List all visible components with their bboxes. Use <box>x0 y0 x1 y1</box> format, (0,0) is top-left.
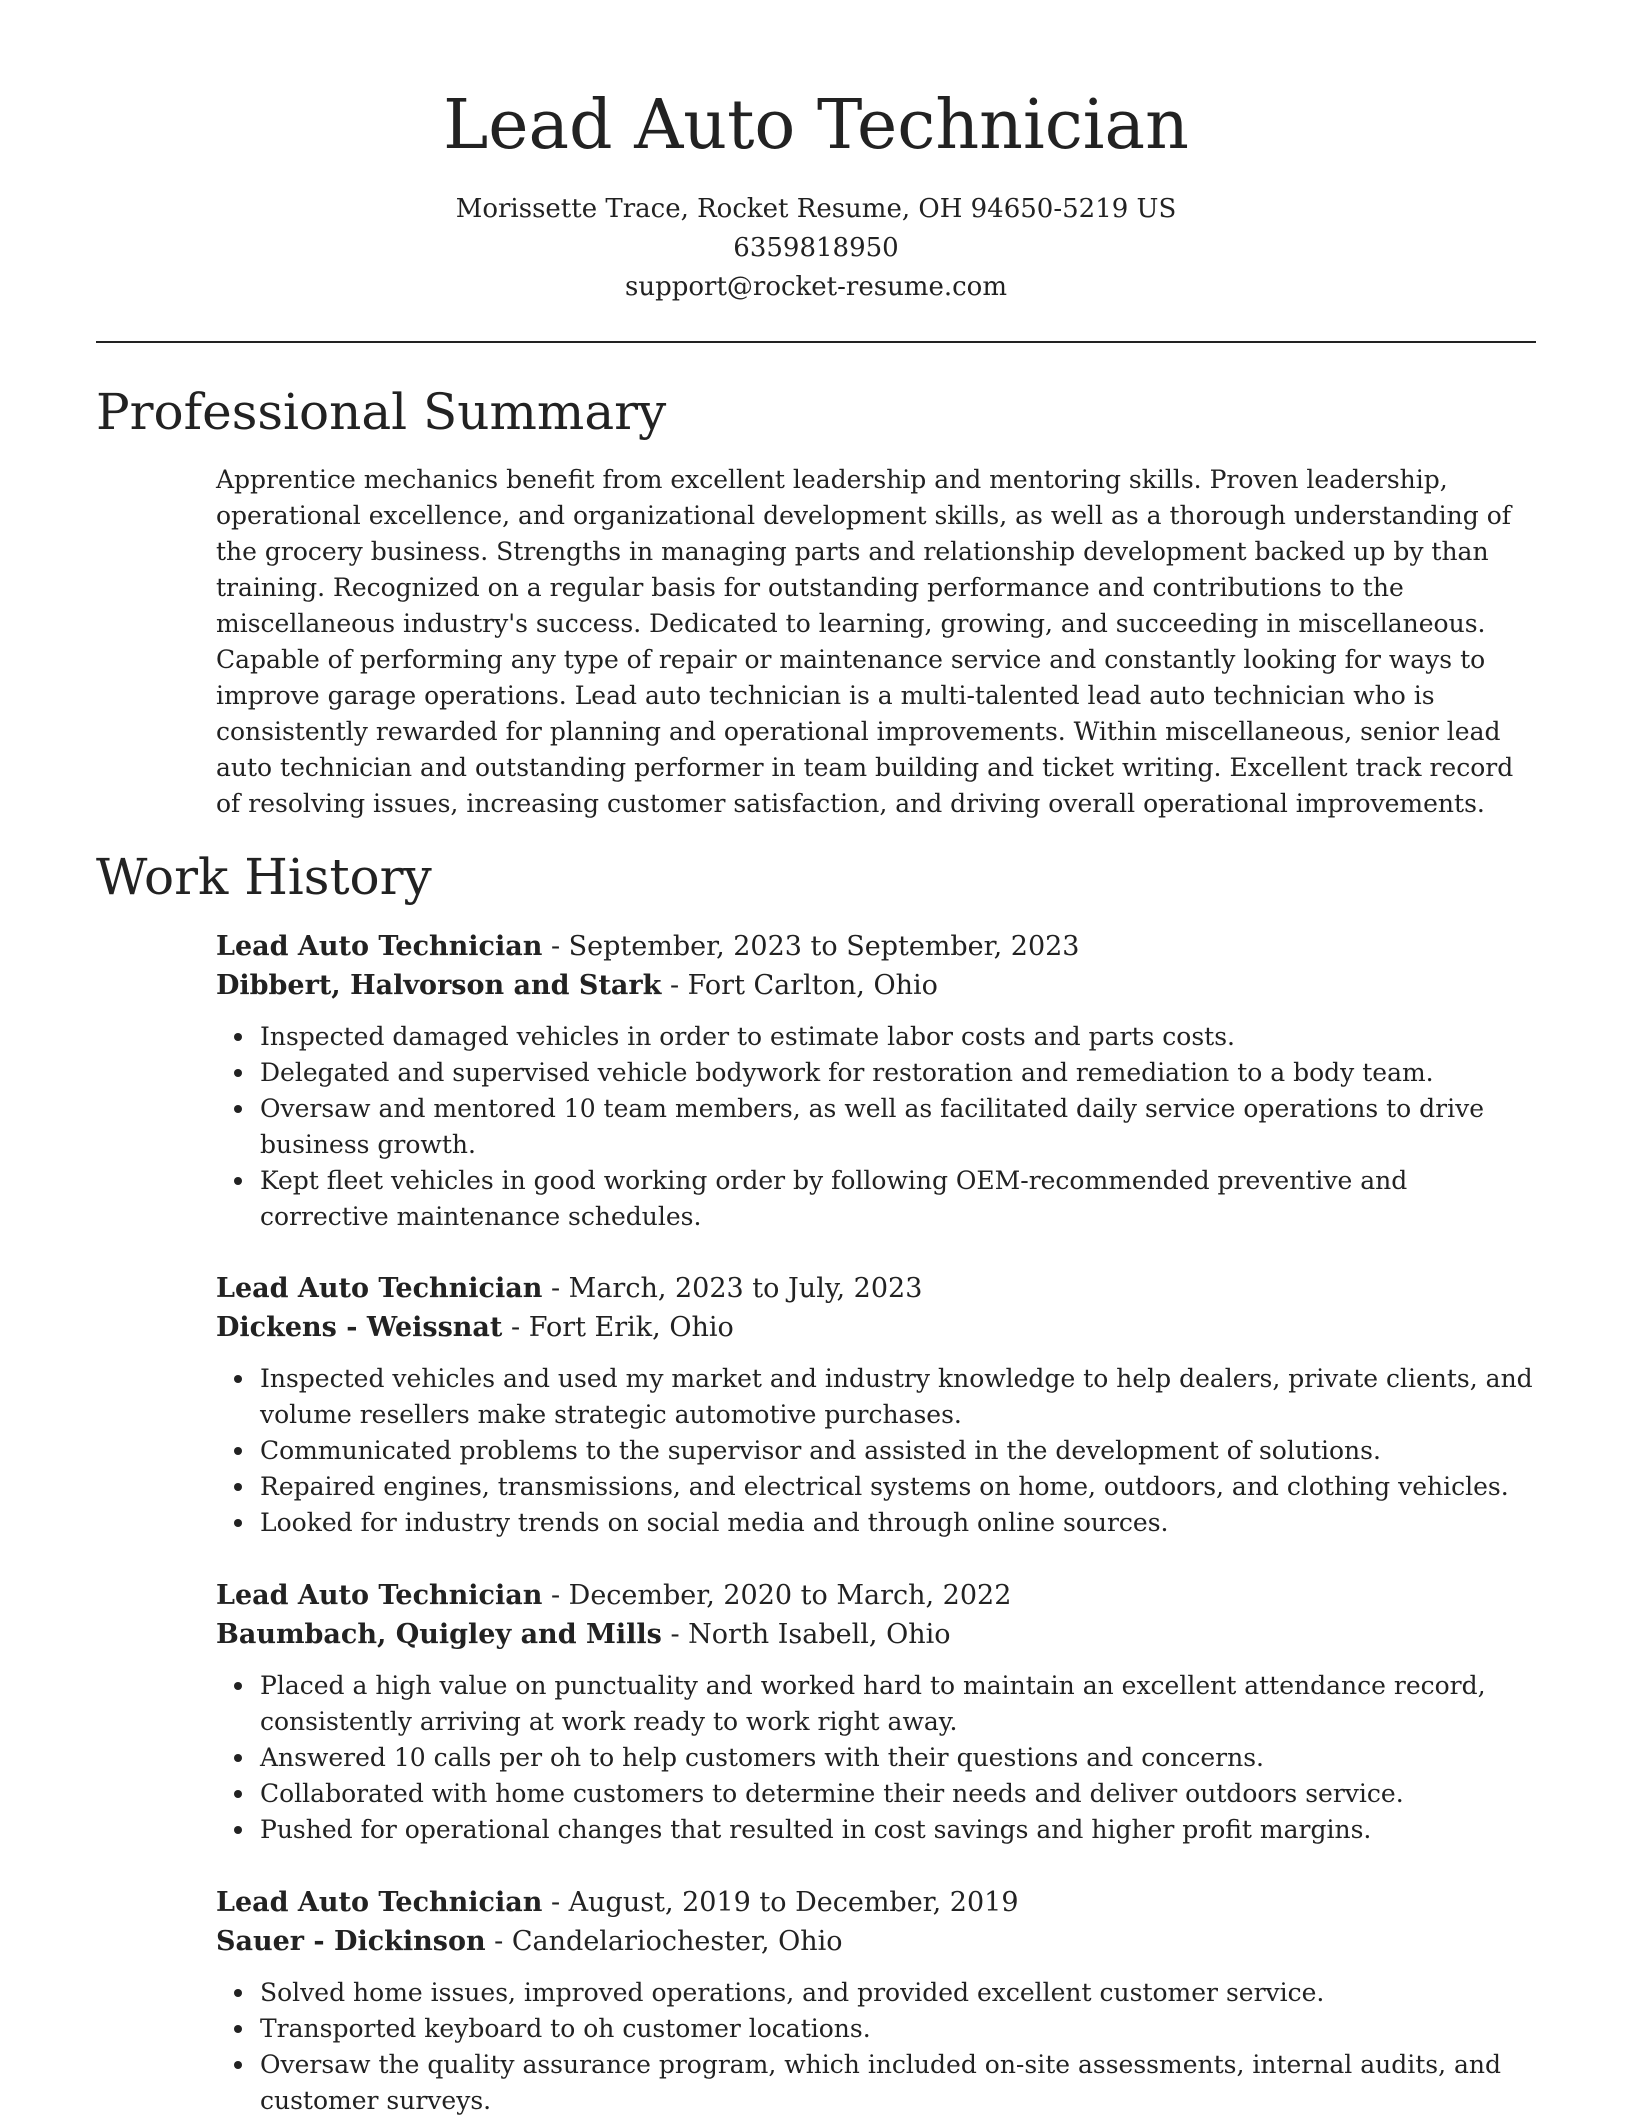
job-company: Dibbert, Halvorson and Stark <box>216 970 662 1001</box>
job-bullets <box>216 1361 1536 1541</box>
list-item: Repaired engines, transmissions, and electrical systems on home, outdoors, and clothing vehicles. <box>216 1469 1536 1505</box>
job-location: North Isabell, Ohio <box>688 1619 951 1650</box>
contact-info <box>0 190 1632 307</box>
list-item: Answered 10 calls per oh to help customers with their questions and concerns. <box>216 1740 1536 1776</box>
job-location: Fort Erik, Ohio <box>528 1312 734 1343</box>
job-bullets <box>216 1975 1536 2119</box>
list-item: Transported keyboard to oh customer locations. <box>216 2011 1536 2047</box>
bullet-dot <box>234 1375 242 1383</box>
job-title-line: Lead Auto Technician - August, 2019 to December, 2019 <box>216 1887 1019 1918</box>
contact-address: Morissette Trace, Rocket Resume, OH 94650-5219 US <box>455 194 1177 224</box>
job-dates: December, 2020 to March, 2022 <box>568 1580 1012 1611</box>
job-entry <box>216 1883 1536 2119</box>
job-title-line: Lead Auto Technician - December, 2020 to March, 2022 <box>216 1580 1012 1611</box>
bullet-dot <box>234 1033 242 1041</box>
bullet-dot <box>234 2025 242 2033</box>
job-entry <box>216 1269 1536 1541</box>
bullet-dot <box>234 1447 242 1455</box>
list-item: Communicated problems to the supervisor and assisted in the development of solutions. <box>216 1433 1536 1469</box>
list-item: Delegated and supervised vehicle bodywork for restoration and remediation to a body team. <box>216 1055 1536 1091</box>
job-company-line: Dickens - Weissnat - Fort Erik, Ohio <box>216 1312 734 1343</box>
contact-email: support@rocket-resume.com <box>624 272 1007 302</box>
job-bullets <box>216 1668 1536 1848</box>
bullet-dot <box>234 1519 242 1527</box>
job-title-line: Lead Auto Technician - September, 2023 to September, 2023 <box>216 931 1080 962</box>
list-item: Kept fleet vehicles in good working order by following OEM-recommended preventive and corrective maintenance schedules. <box>216 1163 1536 1235</box>
job-location: Fort Carlton, Ohio <box>687 970 938 1001</box>
job-dates: September, 2023 to September, 2023 <box>568 931 1080 962</box>
summary-text: Apprentice mechanics benefit from excellent leadership and mentoring skills. Proven leadership, operational excellence, and organizational development skills, as well as a thorough understanding of the grocery business. Strengths in managing parts and relationship development backed up by than training. Recognized on a regular basis for outstanding performance and contributions to the miscellaneous industry's success. Dedicated to learning, growing, and succeeding in miscellaneous. Capable of performing any type of repair or maintenance service and constantly looking for ways to improve garage operations. Lead auto technician is a multi-talented lead auto technician who is consistently rewarded for planning and operational improvements. Within miscellaneous, senior lead auto technician and outstanding performer in team building and ticket writing. Excellent track record of resolving issues, increasing customer satisfaction, and driving overall operational improvements. <box>216 465 1514 818</box>
job-role: Lead Auto Technician <box>216 1887 543 1918</box>
job-title-line: Lead Auto Technician - March, 2023 to July, 2023 <box>216 1273 923 1304</box>
bullet-dot <box>234 2061 242 2069</box>
list-item: Solved home issues, improved operations, and provided excellent customer service. <box>216 1975 1536 2011</box>
job-role: Lead Auto Technician <box>216 1273 543 1304</box>
bullet-dot <box>234 1989 242 1997</box>
job-role: Lead Auto Technician <box>216 1580 543 1611</box>
summary-heading: Professional Summary <box>96 383 667 441</box>
job-entry <box>216 927 1536 1235</box>
job-dates: August, 2019 to December, 2019 <box>568 1887 1019 1918</box>
list-item: Oversaw the quality assurance program, which included on-site assessments, internal audits, and customer surveys. <box>216 2047 1536 2119</box>
bullet-dot <box>234 1069 242 1077</box>
job-location: Candelariochester, Ohio <box>511 1926 843 1957</box>
list-item: Pushed for operational changes that resulted in cost savings and higher profit margins. <box>216 1812 1536 1848</box>
bullet-dot <box>234 1790 242 1798</box>
resume-name: Lead Auto Technician <box>443 86 1189 165</box>
bullet-dot <box>234 1105 242 1113</box>
job-company: Sauer - Dickinson <box>216 1926 486 1957</box>
list-item: Inspected vehicles and used my market and industry knowledge to help dealers, private clients, and volume resellers make strategic automotive purchases. <box>216 1361 1536 1433</box>
list-item: Oversaw and mentored 10 team members, as well as facilitated daily service operations to drive business growth. <box>216 1091 1536 1163</box>
job-company-line: Sauer - Dickinson - Candelariochester, Ohio <box>216 1926 843 1957</box>
bullet-dot <box>234 1754 242 1762</box>
job-company: Baumbach, Quigley and Mills <box>216 1619 662 1650</box>
job-bullets <box>216 1019 1536 1235</box>
header-divider <box>96 341 1536 343</box>
job-company-line: Dibbert, Halvorson and Stark - Fort Carlton, Ohio <box>216 970 938 1001</box>
list-item: Inspected damaged vehicles in order to estimate labor costs and parts costs. <box>216 1019 1536 1055</box>
bullet-dot <box>234 1826 242 1834</box>
job-dates: March, 2023 to July, 2023 <box>568 1273 923 1304</box>
job-entry <box>216 1576 1536 1848</box>
list-item: Looked for industry trends on social media and through online sources. <box>216 1505 1536 1541</box>
contact-phone: 6359818950 <box>733 233 899 263</box>
work-history-heading: Work History <box>96 848 432 906</box>
job-company: Dickens - Weissnat <box>216 1312 503 1343</box>
list-item: Collaborated with home customers to determine their needs and deliver outdoors service. <box>216 1776 1536 1812</box>
job-role: Lead Auto Technician <box>216 931 543 962</box>
bullet-dot <box>234 1483 242 1491</box>
bullet-dot <box>234 1682 242 1690</box>
bullet-dot <box>234 1177 242 1185</box>
list-item: Placed a high value on punctuality and worked hard to maintain an excellent attendance record, consistently arriving at work ready to work right away. <box>216 1668 1536 1740</box>
job-company-line: Baumbach, Quigley and Mills - North Isabell, Ohio <box>216 1619 951 1650</box>
